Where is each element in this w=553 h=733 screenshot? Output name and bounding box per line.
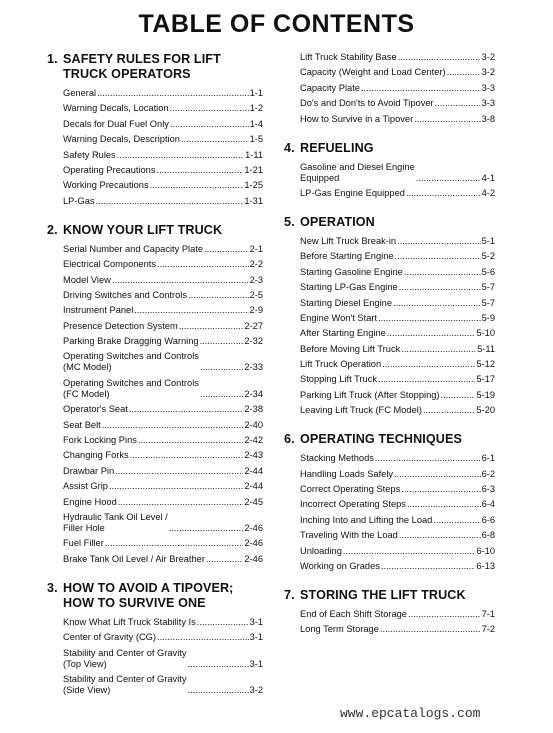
section-heading	[47, 223, 263, 238]
toc-entry-page-number: 2-33	[244, 362, 263, 373]
dot-leader	[138, 435, 244, 446]
toc-entry-label: Presence Detection System	[63, 320, 178, 331]
toc-section-3-continued	[284, 52, 495, 125]
toc-entry-label: Before Starting Engine	[300, 251, 394, 262]
toc-section-6	[284, 432, 495, 572]
toc-entry-label: Starting Gasoline Engine	[300, 266, 403, 277]
toc-entry-page-number: 2-2	[249, 259, 263, 270]
section-number: 5.	[284, 214, 295, 229]
toc-entry[interactable]	[300, 328, 495, 339]
toc-entry-page-number: 6-4	[481, 499, 495, 510]
toc-entry-label: Drawbar Pin	[63, 465, 115, 476]
toc-entry-label: Unloading	[300, 545, 342, 556]
toc-entry-label: Capacity (Weight and Load Center)	[300, 67, 446, 78]
toc-entry-label: Stability and Center of Gravity (Top View)	[63, 647, 187, 669]
dot-leader	[397, 236, 480, 247]
section-title: SAFETY RULES FOR LIFT TRUCK OPERATORS	[63, 52, 221, 81]
dot-leader	[197, 617, 249, 628]
toc-entry-label: Electrical Components	[63, 259, 157, 270]
toc-entry[interactable]	[300, 236, 495, 247]
toc-entry-label: Inching Into and Lifting the Load	[300, 514, 433, 525]
toc-entry[interactable]	[63, 244, 263, 255]
dot-leader	[416, 173, 481, 184]
toc-entry[interactable]	[63, 378, 263, 400]
toc-entry-page-number: 6-2	[481, 468, 495, 479]
toc-entry[interactable]	[63, 512, 263, 534]
toc-entry-label: End of Each Shift Storage	[300, 608, 407, 619]
dot-leader	[423, 405, 475, 416]
toc-entry[interactable]	[300, 313, 495, 324]
dot-leader	[181, 134, 249, 145]
toc-entry-page-number: 5-9	[481, 312, 495, 323]
toc-entry-page-number: 1-21	[244, 164, 263, 175]
toc-entry[interactable]	[63, 497, 263, 508]
toc-entry[interactable]	[63, 88, 263, 99]
toc-entry-page-number: 5-17	[476, 374, 495, 385]
toc-entry-label: Capacity Plate	[300, 82, 360, 93]
toc-entry-page-number: 1-11	[245, 149, 263, 160]
dot-leader	[398, 52, 481, 63]
toc-entry-page-number: 1-5	[249, 134, 263, 145]
toc-entry-label: Starting LP-Gas Engine	[300, 282, 398, 293]
dot-leader	[157, 165, 244, 176]
toc-entry-label: Driving Switches and Controls	[63, 289, 188, 300]
toc-entry-page-number: 5-12	[476, 359, 495, 370]
toc-entry-label: Decals for Dual Fuel Only	[63, 118, 169, 129]
toc-entry[interactable]	[63, 290, 263, 301]
toc-entry[interactable]	[300, 624, 495, 635]
dot-leader	[407, 499, 481, 510]
toc-entry-label: Instrument Panel	[63, 305, 134, 316]
toc-entry-page-number: 2-34	[244, 388, 263, 399]
toc-section-2	[47, 223, 263, 565]
dot-leader	[200, 336, 244, 347]
toc-entry[interactable]	[300, 405, 495, 416]
toc-entry-page-number: 5-7	[481, 282, 495, 293]
toc-entry-page-number: 2-9	[249, 305, 263, 316]
toc-entry[interactable]	[63, 435, 263, 446]
toc-right-column	[284, 52, 495, 651]
toc-entry[interactable]	[300, 469, 495, 480]
section-number: 1.	[47, 52, 58, 66]
toc-entry[interactable]	[63, 196, 263, 207]
toc-entry-page-number: 3-2	[481, 52, 495, 62]
entry-list	[47, 617, 263, 696]
toc-entry-label: Starting Diesel Engine	[300, 297, 392, 308]
toc-entry[interactable]	[300, 188, 495, 199]
toc-entry[interactable]	[63, 632, 263, 643]
toc-entry-label: Incorrect Operating Steps	[300, 499, 406, 510]
toc-entry[interactable]	[300, 359, 495, 370]
toc-entry-label: Stopping Lift Truck	[300, 374, 377, 385]
toc-entry-page-number: 2-46	[244, 538, 263, 549]
toc-entry-page-number: 6-10	[476, 545, 495, 556]
toc-entry-page-number: 2-27	[244, 320, 263, 331]
toc-entry[interactable]	[300, 374, 495, 385]
dot-leader	[130, 450, 244, 461]
toc-entry[interactable]	[63, 404, 263, 415]
page-title: TABLE OF CONTENTS	[138, 10, 415, 38]
dot-leader	[435, 98, 481, 109]
dot-leader	[118, 497, 244, 508]
dot-leader	[188, 685, 249, 696]
dot-leader	[394, 469, 481, 480]
toc-entry-page-number: 5-6	[481, 266, 495, 277]
toc-entry-page-number: 1-4	[249, 118, 263, 129]
section-number: 4.	[284, 140, 295, 155]
toc-entry[interactable]	[300, 282, 495, 293]
toc-entry-label: New Lift Truck Break-in	[300, 235, 397, 246]
section-heading	[284, 588, 495, 603]
toc-entry-label: How to Survive in a Tipover	[300, 113, 414, 124]
toc-entry-page-number: 2-38	[244, 404, 263, 415]
toc-entry[interactable]	[300, 267, 495, 278]
section-heading	[47, 52, 263, 82]
toc-entry[interactable]	[63, 103, 263, 114]
toc-entry-label: Engine Hood	[63, 496, 117, 507]
toc-entry[interactable]	[63, 321, 263, 332]
dot-leader	[414, 114, 480, 125]
toc-entry[interactable]	[63, 134, 263, 145]
dot-leader	[200, 389, 243, 400]
dot-leader	[378, 374, 475, 385]
dot-leader	[112, 275, 249, 286]
dot-leader	[387, 328, 476, 339]
toc-entry-page-number: 2-32	[244, 336, 263, 347]
watermark-url: www.epcatalogs.com	[340, 706, 481, 721]
toc-entry-label: Safety Rules	[63, 149, 116, 160]
toc-entry-page-number: 1-2	[249, 103, 263, 114]
dot-leader	[401, 484, 480, 495]
dot-leader	[375, 453, 481, 464]
toc-entry-page-number: 2-1	[249, 243, 263, 254]
toc-entry-label: Model View	[63, 274, 111, 285]
toc-entry-label: Leaving Lift Truck (FC Model)	[300, 405, 422, 416]
dot-leader	[170, 103, 249, 114]
dot-leader	[150, 180, 244, 191]
toc-entry[interactable]	[300, 484, 495, 495]
toc-entry-label: Stability and Center of Gravity (Side View)	[63, 673, 187, 695]
toc-section-5	[284, 215, 495, 416]
toc-entry-page-number: 5-11	[477, 343, 495, 354]
section-number: 7.	[284, 587, 295, 602]
toc-entry-label: LP-Gas	[63, 195, 95, 206]
toc-entry-label: Parking Brake Dragging Warning	[63, 336, 199, 347]
toc-entry[interactable]	[300, 390, 495, 401]
toc-entry-label: After Starting Engine	[300, 328, 386, 339]
toc-section-1	[47, 52, 263, 207]
toc-entry-label: Lift Truck Stability Base	[300, 52, 397, 62]
toc-entry-page-number: 2-42	[244, 435, 263, 446]
toc-entry-page-number: 2-45	[244, 496, 263, 507]
dot-leader	[188, 290, 249, 301]
toc-entry-page-number: 1-31	[244, 195, 263, 206]
toc-entry-label: Warning Decals, Description	[63, 134, 180, 145]
toc-entry[interactable]	[300, 515, 495, 526]
dot-leader	[380, 624, 481, 635]
toc-entry-label: Seat Belt	[63, 419, 101, 430]
toc-entry-label: Warning Decals, Location	[63, 103, 169, 114]
toc-entry-label: Long Term Storage	[300, 624, 379, 635]
dot-leader	[169, 523, 244, 534]
toc-entry-page-number: 5-1	[481, 235, 495, 246]
toc-entry-page-number: 6-13	[476, 560, 495, 571]
section-title: OPERATION	[300, 214, 375, 229]
section-title: OPERATING TECHNIQUES	[300, 432, 462, 447]
toc-entry-page-number: 5-7	[481, 297, 495, 308]
toc-entry[interactable]	[63, 420, 263, 431]
toc-entry-page-number: 7-1	[481, 608, 495, 619]
toc-entry-page-number: 1-25	[244, 180, 263, 191]
toc-entry[interactable]	[63, 450, 263, 461]
dot-leader	[102, 420, 244, 431]
toc-entry-label: Handling Loads Safely	[300, 468, 394, 479]
dot-leader	[96, 196, 244, 207]
toc-entry[interactable]	[300, 52, 495, 63]
dot-leader	[200, 362, 243, 373]
toc-entry-page-number: 6-1	[481, 453, 495, 464]
toc-entry[interactable]	[300, 298, 495, 309]
toc-entry-page-number: 7-2	[481, 624, 495, 635]
section-heading	[284, 215, 495, 230]
dot-leader	[97, 88, 248, 99]
toc-entry-label: Fuel Filler	[63, 538, 104, 549]
toc-entry-label: Do's and Don'ts to Avoid Tipover	[300, 98, 434, 109]
toc-entry-label: LP-Gas Engine Equipped	[300, 187, 405, 198]
toc-entry-page-number: 5-10	[476, 328, 495, 339]
toc-entry-page-number: 3-3	[481, 82, 495, 93]
toc-entry[interactable]	[63, 259, 263, 270]
toc-entry[interactable]	[300, 114, 495, 125]
dot-leader	[170, 119, 249, 130]
toc-entry[interactable]	[300, 83, 495, 94]
toc-section-7	[284, 588, 495, 635]
dot-leader	[378, 313, 481, 324]
dot-leader	[157, 632, 249, 643]
dot-leader	[393, 298, 481, 309]
entry-list	[284, 162, 495, 199]
toc-entry-label: Before Moving Lift Truck	[300, 343, 401, 354]
toc-entry-page-number: 2-40	[244, 419, 263, 430]
toc-entry[interactable]	[300, 98, 495, 109]
dot-leader	[115, 466, 243, 477]
toc-entry-page-number: 6-8	[481, 530, 495, 541]
toc-entry[interactable]	[300, 609, 495, 620]
toc-entry-page-number: 2-46	[244, 553, 263, 564]
entry-list	[47, 88, 263, 207]
toc-entry-page-number: 6-3	[481, 484, 495, 495]
dot-leader	[382, 359, 475, 370]
section-number: 6.	[284, 432, 295, 447]
toc-entry[interactable]	[300, 344, 495, 355]
dot-leader	[361, 83, 481, 94]
toc-entry-page-number: 5-19	[476, 389, 495, 400]
section-number: 3.	[47, 580, 58, 595]
entry-list	[47, 244, 263, 565]
toc-entry-label: Changing Forks	[63, 450, 129, 461]
dot-leader	[179, 321, 244, 332]
dot-leader	[117, 150, 244, 161]
toc-entry-label: General	[63, 88, 97, 98]
toc-entry[interactable]	[63, 538, 263, 549]
toc-entry[interactable]	[300, 499, 495, 510]
toc-entry-label: Assist Grip	[63, 481, 108, 492]
toc-section-3	[47, 581, 263, 696]
toc-entry-page-number: 4-2	[481, 187, 495, 198]
toc-entry[interactable]	[63, 466, 263, 477]
toc-entry[interactable]	[300, 561, 495, 572]
toc-entry[interactable]	[300, 162, 495, 184]
toc-entry-label: Traveling With the Load	[300, 530, 398, 541]
toc-entry-page-number: 3-3	[481, 98, 495, 109]
dot-leader	[433, 515, 480, 526]
dot-leader	[399, 282, 481, 293]
toc-entry-page-number: 2-44	[244, 465, 263, 476]
dot-leader	[129, 404, 244, 415]
toc-entry-label: Hydraulic Tank Oil Level / Filler Hole	[63, 511, 168, 533]
toc-entry[interactable]	[63, 351, 263, 373]
toc-entry-page-number: 2-43	[244, 450, 263, 461]
toc-entry-page-number: 3-2	[249, 684, 263, 695]
toc-entry[interactable]	[300, 453, 495, 464]
toc-entry[interactable]	[63, 275, 263, 286]
dot-leader	[404, 267, 481, 278]
toc-entry-page-number: 3-8	[481, 113, 495, 124]
toc-entry-label: Brake Tank Oil Level / Air Breather	[63, 553, 205, 564]
toc-entry-label: Operating Precautions	[63, 164, 156, 175]
toc-entry[interactable]	[63, 648, 263, 670]
entry-list	[284, 52, 495, 125]
dot-leader	[206, 554, 243, 565]
toc-entry-label: Know What Lift Truck Stability Is	[63, 616, 196, 627]
toc-entry[interactable]	[63, 617, 263, 628]
toc-entry[interactable]	[63, 119, 263, 130]
section-number: 2.	[47, 222, 58, 237]
dot-leader	[188, 659, 249, 670]
entry-list	[284, 609, 495, 635]
toc-entry-label: Stacking Methods	[300, 453, 374, 464]
toc-entry-label: Lift Truck Operation	[300, 359, 382, 370]
toc-entry[interactable]	[300, 530, 495, 541]
toc-entry-page-number: 3-1	[249, 658, 263, 669]
dot-leader	[381, 561, 475, 572]
dot-leader	[406, 188, 481, 199]
entry-list	[284, 236, 495, 416]
toc-entry-label: Operating Switches and Controls (MC Model)	[63, 351, 199, 373]
section-title: REFUELING	[300, 140, 374, 155]
toc-entry-label: Fork Locking Pins	[63, 435, 137, 446]
toc-entry-label: Operating Switches and Controls (FC Model)	[63, 377, 199, 399]
toc-entry-page-number: 3-1	[249, 632, 263, 643]
toc-entry-label: Parking Lift Truck (After Stopping)	[300, 389, 440, 400]
dot-leader	[105, 538, 244, 549]
section-title: HOW TO AVOID A TIPOVER; HOW TO SURVIVE ONE	[63, 580, 234, 610]
toc-entry[interactable]	[300, 251, 495, 262]
toc-entry-label: Serial Number and Capacity Plate	[63, 243, 204, 254]
toc-entry[interactable]	[63, 165, 263, 176]
section-heading	[284, 141, 495, 156]
dot-leader	[399, 530, 481, 541]
toc-entry[interactable]	[63, 150, 263, 161]
toc-section-4	[284, 141, 495, 199]
dot-leader	[447, 67, 481, 78]
toc-entry-label: Working Precautions	[63, 180, 149, 191]
section-title: STORING THE LIFT TRUCK	[300, 587, 466, 602]
toc-entry-page-number: 2-46	[244, 522, 263, 533]
toc-entry[interactable]	[63, 674, 263, 696]
dot-leader	[109, 481, 243, 492]
section-title: KNOW YOUR LIFT TRUCK	[63, 222, 223, 237]
toc-entry[interactable]	[300, 546, 495, 557]
toc-entry-label: Gasoline and Diesel Engine Equipped	[300, 161, 415, 183]
toc-entry-page-number: 4-1	[481, 172, 495, 183]
toc-entry-page-number: 2-44	[244, 481, 263, 492]
toc-entry-page-number: 2-3	[249, 274, 263, 285]
toc-entry[interactable]	[63, 481, 263, 492]
dot-leader	[408, 609, 481, 620]
toc-entry[interactable]	[63, 180, 263, 191]
dot-leader	[343, 546, 476, 557]
dot-leader	[204, 244, 249, 255]
toc-entry[interactable]	[63, 554, 263, 565]
section-heading	[284, 432, 495, 447]
toc-entry-page-number: 5-2	[481, 251, 495, 262]
toc-entry-label: Correct Operating Steps	[300, 484, 401, 495]
dot-leader	[401, 344, 476, 355]
toc-entry-page-number: 3-1	[249, 616, 263, 627]
toc-entry-page-number: 6-6	[481, 514, 495, 525]
section-heading	[47, 581, 263, 611]
entry-list	[284, 453, 495, 572]
toc-entry-page-number: 3-2	[481, 67, 495, 78]
toc-left-column	[47, 52, 263, 712]
toc-entry-label: Operator's Seat	[63, 404, 128, 415]
dot-leader	[395, 251, 481, 262]
toc-entry-page-number: 2-5	[249, 289, 263, 300]
toc-entry[interactable]	[63, 336, 263, 347]
toc-entry-label: Center of Gravity (CG)	[63, 632, 156, 643]
toc-entry-page-number: 5-20	[476, 405, 495, 416]
toc-entry-page-number: 1-1	[249, 88, 263, 98]
dot-leader	[157, 259, 249, 270]
toc-entry[interactable]	[63, 305, 263, 316]
dot-leader	[441, 390, 476, 401]
dot-leader	[134, 305, 248, 316]
toc-entry-label: Working on Grades	[300, 560, 380, 571]
toc-entry[interactable]	[300, 67, 495, 78]
toc-entry-label: Engine Won't Start	[300, 312, 378, 323]
